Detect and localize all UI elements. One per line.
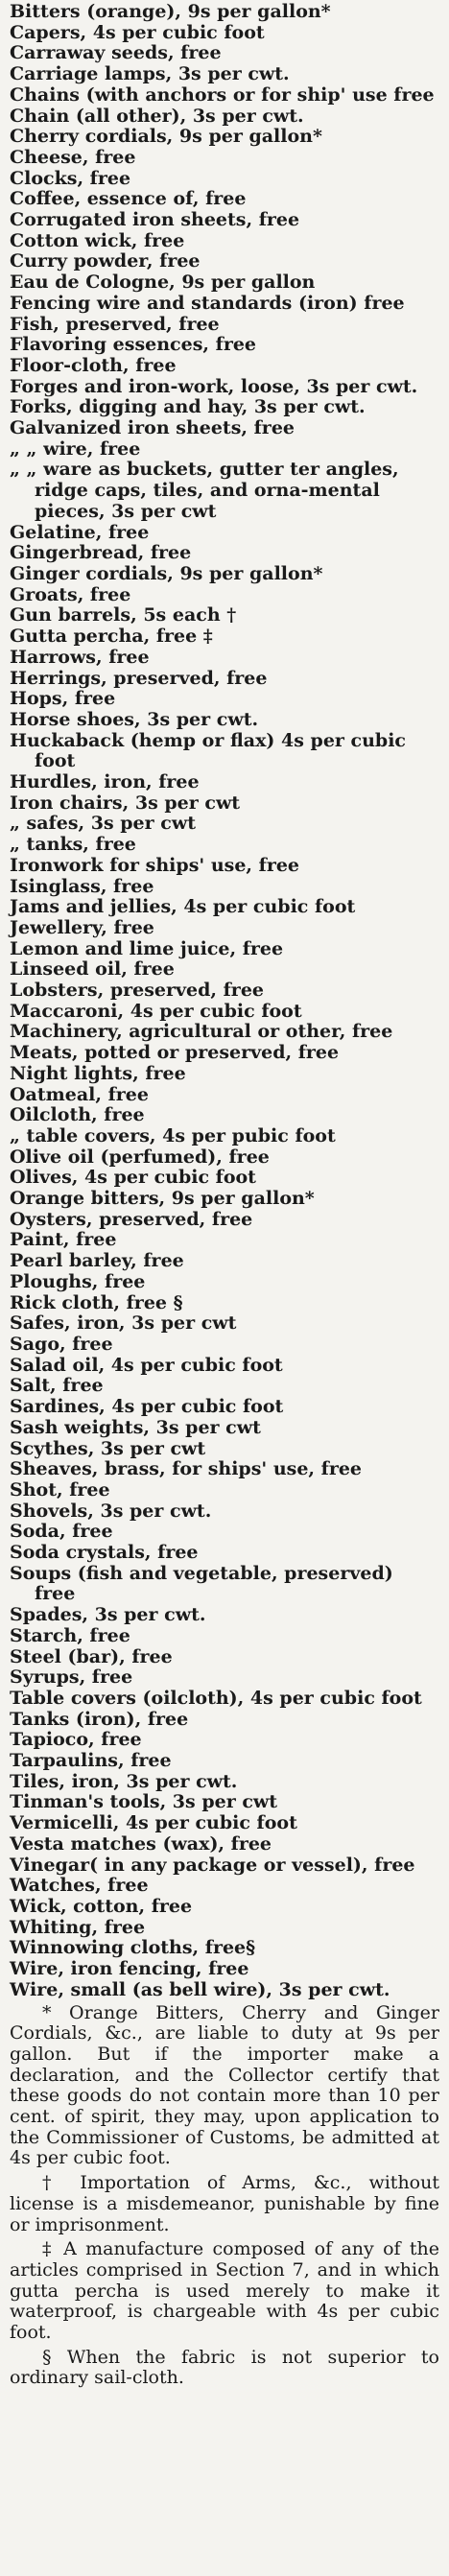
tariff-item: „ safes, 3s per cwt (10, 813, 196, 835)
tariff-item: Rick cloth, free § (10, 1291, 183, 1313)
tariff-item: Hops, free (10, 688, 116, 710)
tariff-item: Forges and iron-work, loose, 3s per cwt. (10, 375, 418, 397)
tariff-item: Vinegar( in any package or vessel), free (10, 1854, 415, 1876)
tariff-item: Isinglass, free (10, 875, 154, 897)
tariff-item: Soda, free (10, 1521, 113, 1543)
tariff-item: Curry powder, free (10, 250, 201, 272)
tariff-item: Table covers (oilcloth), 4s per cubic foot (10, 1687, 422, 1709)
tariff-item: Tiles, iron, 3s per cwt. (10, 1770, 238, 1792)
tariff-item: Chains (with anchors or for ship' use free (10, 83, 435, 106)
tariff-item: Olive oil (perfumed), free (10, 1146, 270, 1168)
tariff-list (10, 2, 439, 2001)
tariff-item: Sash weights, 3s per cwt (10, 1416, 261, 1438)
tariff-item: Wire, small (as bell wire), 3s per cwt. (10, 1978, 390, 2000)
tariff-item: Gutta percha, free ‡ (10, 626, 213, 648)
footnote: † Importation of Arms, &c., without license is a misdemeanor, punishable by fine or imprisonment. (10, 2172, 439, 2235)
tariff-item: Spades, 3s per cwt. (10, 1604, 206, 1626)
tariff-item: Cheese, free (10, 146, 136, 168)
tariff-item: Sago, free (10, 1334, 113, 1355)
tariff-item: Cherry cordials, 9s per gallon* (10, 126, 322, 148)
tariff-item: Tanks (iron), free (10, 1708, 189, 1730)
tariff-item: Jewellery, free (10, 916, 154, 938)
tariff-item: Machinery, agricultural or other, free (10, 1021, 393, 1043)
tariff-item: Night lights, free (10, 1062, 186, 1084)
tariff-item: „ „ ware as buckets, gutter ter angles, ridge caps, tiles, and orna-mental pieces, 3s per cwt (10, 459, 399, 522)
tariff-item: Gelatine, free (10, 521, 150, 543)
tariff-item: Hurdles, iron, free (10, 771, 200, 793)
tariff-item: Sardines, 4s per cubic foot (10, 1396, 284, 1418)
tariff-item: Jams and jellies, 4s per cubic foot (10, 896, 356, 918)
tariff-item: Steel (bar), free (10, 1645, 173, 1667)
tariff-item: Gun barrels, 5s each † (10, 604, 237, 626)
tariff-item: Forks, digging and hay, 3s per cwt. (10, 396, 366, 418)
tariff-item: Whiting, free (10, 1916, 146, 1938)
footnote: * Orange Bitters, Cherry and Ginger Cordials, &c., are liable to duty at 9s per gallon. But if the importer make a declaration, and the Collector certify that these goods do not contain more than 10 per cent. of spirit, they may, upon application to the Commissioner of Customs, be admitted at 4s per cubic foot. (10, 2001, 439, 2169)
tariff-item: Bitters (orange), 9s per gallon* (10, 1, 331, 22)
tariff-item: Coffee, essence of, free (10, 188, 247, 210)
tariff-item: Ginger cordials, 9s per gallon* (10, 562, 323, 584)
tariff-item: Herrings, preserved, free (10, 667, 268, 689)
tariff-item: Watches, free (10, 1875, 149, 1897)
tariff-item: Lobsters, preserved, free (10, 980, 264, 1002)
tariff-item: Fencing wire and standards (iron) free (10, 292, 405, 314)
tariff-item: Soda crystals, free (10, 1542, 199, 1564)
tariff-item: Ploughs, free (10, 1270, 146, 1292)
tariff-item: Maccaroni, 4s per cubic foot (10, 1000, 302, 1022)
tariff-item: Paint, free (10, 1229, 117, 1251)
tariff-item: Tapioco, free (10, 1729, 142, 1751)
tariff-item: Tarpaulins, free (10, 1750, 172, 1772)
tariff-item: Salt, free (10, 1375, 104, 1397)
tariff-item: Sheaves, brass, for ships' use, free (10, 1458, 363, 1480)
tariff-item: Horse shoes, 3s per cwt. (10, 708, 259, 730)
tariff-item: Corrugated iron sheets, free (10, 209, 300, 231)
tariff-item: „ „ wire, free (10, 437, 141, 460)
tariff-item: „ table covers, 4s per pubic foot (10, 1124, 336, 1146)
tariff-item: Syrups, free (10, 1666, 133, 1689)
tariff-item: Orange bitters, 9s per gallon* (10, 1188, 315, 1210)
tariff-item: Oilcloth, free (10, 1104, 145, 1126)
tariff-item: Flavoring essences, free (10, 334, 257, 356)
tariff-item: Floor-cloth, free (10, 354, 177, 376)
tariff-item: Chain (all other), 3s per cwt. (10, 105, 304, 127)
tariff-item: Starch, free (10, 1624, 130, 1646)
tariff-item: Olives, 4s per cubic foot (10, 1167, 256, 1189)
tariff-item: Lemon and lime juice, free (10, 937, 284, 959)
tariff-item: Scythes, 3s per cwt (10, 1437, 206, 1459)
footnote: ‡ A manufacture composed of any of the articles comprised in Section 7, and in which gutta percha is used merely to make it waterproof, is chargeable with 4s per cubic foot. (10, 2238, 439, 2344)
tariff-item: Winnowing cloths, free§ (10, 1937, 256, 1959)
tariff-item: Wick, cotton, free (10, 1895, 193, 1917)
footnote: § When the fabric is not superior to ordinary sail-cloth. (10, 2346, 439, 2389)
tariff-item: Clocks, free (10, 167, 131, 189)
tariff-item: Oysters, preserved, free (10, 1208, 253, 1230)
tariff-item: Linseed oil, free (10, 958, 175, 981)
tariff-item: Fish, preserved, free (10, 313, 220, 335)
tariff-item: Salad oil, 4s per cubic foot (10, 1354, 283, 1376)
tariff-item: Shot, free (10, 1478, 110, 1501)
tariff-item: Galvanized iron sheets, free (10, 417, 295, 439)
tariff-item: Gingerbread, free (10, 542, 192, 564)
tariff-item: Eau de Cologne, 9s per gallon (10, 272, 316, 294)
tariff-item: Pearl barley, free (10, 1250, 184, 1272)
tariff-item: Huckaback (hemp or flax) 4s per cubic foot (10, 729, 406, 772)
footnotes (10, 2003, 439, 2390)
tariff-item: Soups (fish and vegetable, preserved) free (10, 1562, 393, 1605)
tariff-item: Vesta matches (wax), free (10, 1832, 272, 1855)
tariff-item: Carraway seeds, free (10, 42, 222, 64)
tariff-item: Harrows, free (10, 646, 150, 668)
tariff-item: Cotton wick, free (10, 229, 185, 251)
tariff-item: Iron chairs, 3s per cwt (10, 792, 241, 814)
tariff-item: Vermicelli, 4s per cubic foot (10, 1812, 297, 1834)
tariff-item: Safes, iron, 3s per cwt (10, 1312, 237, 1335)
tariff-item: Wire, iron fencing, free (10, 1958, 249, 1980)
tariff-item: „ tanks, free (10, 834, 136, 856)
tariff-item: Shovels, 3s per cwt. (10, 1500, 212, 1522)
tariff-item: Tinman's tools, 3s per cwt (10, 1791, 278, 1813)
tariff-item: Carriage lamps, 3s per cwt. (10, 63, 290, 85)
tariff-item: Meats, potted or preserved, free (10, 1042, 340, 1064)
tariff-item: Oatmeal, free (10, 1083, 149, 1105)
tariff-item: Capers, 4s per cubic foot (10, 21, 265, 43)
tariff-item: Ironwork for ships' use, free (10, 854, 300, 876)
tariff-item: Groats, free (10, 583, 131, 605)
